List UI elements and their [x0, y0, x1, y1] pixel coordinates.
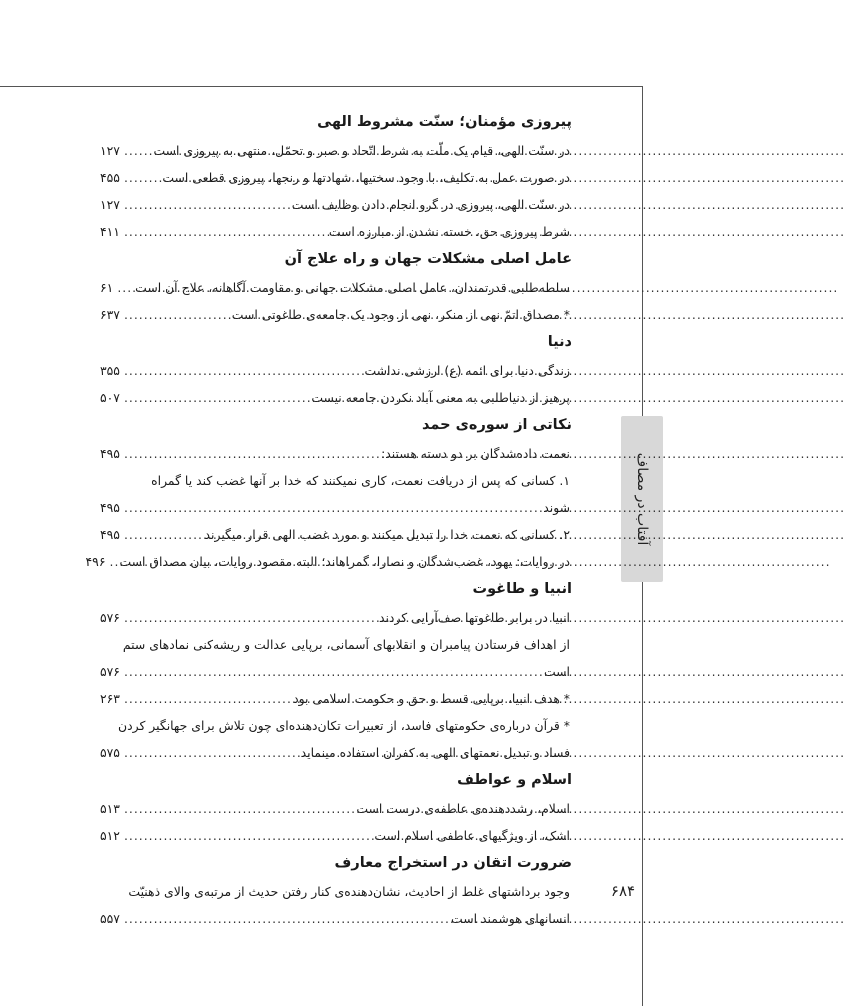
entry-text: پرهیز از دنیاطلبی به معنی آباد نکردن جامعه نیست	[311, 390, 570, 405]
index-entry	[100, 191, 570, 218]
side-tab-title: آفتاب در مصاف	[634, 452, 650, 546]
index-content	[85, 108, 572, 932]
index-entry	[100, 384, 570, 411]
entry-page: ۴۵۵	[100, 170, 120, 185]
index-entry	[100, 218, 570, 245]
index-entry	[100, 357, 570, 384]
entry-text: نعمت داده‌شدگان بر دو دسته هستند:	[381, 446, 570, 461]
index-entry	[100, 274, 570, 301]
entry-page: ۵۵۷	[100, 911, 120, 926]
page-number: ۶۸۴	[610, 882, 636, 900]
index-section	[100, 849, 570, 932]
entry-page: ۴۹۵	[100, 527, 120, 542]
index-entry	[100, 604, 570, 631]
index-entry	[100, 164, 570, 191]
index-paragraph: ۱. کسانی که پس از دریافت نعمت، کاری نمیکنند که خدا بر آنها غضب کند یا گمراه	[151, 473, 570, 488]
entry-page: ۶۱	[100, 280, 114, 295]
entry-text: سلطه‌طلبی قدرتمندان، عامل اصلی مشکلات جهانی و مقاومت آگاهانه، علاج آن است	[135, 280, 570, 295]
entry-text: در سنّت الهی، قیام یک ملّت به شرط اتّحاد و صبر و تحمّل، منتهی به پیروزی است	[153, 143, 570, 158]
dot-leader	[124, 658, 540, 685]
entry-text: شوند	[543, 500, 570, 515]
entry-page: ۵۷۶	[100, 610, 120, 625]
entry-text: در صورت عمل به تکلیف، با وجود سختیها، شهادتها و رنجها، پیروزی قطعی است	[162, 170, 570, 185]
entry-page: ۵۱۲	[100, 828, 120, 843]
section-heading: اسلام و عواطف	[457, 772, 572, 788]
index-entry	[85, 548, 570, 575]
index-entry	[100, 905, 570, 932]
dot-leader	[124, 384, 307, 411]
dot-leader	[124, 521, 201, 548]
section-heading: عامل اصلی مشکلات جهان و راه علاج آن	[284, 251, 572, 267]
index-section	[100, 766, 570, 849]
section-heading: پیروزی مؤمنان؛ سنّت مشروط الهی	[317, 114, 572, 130]
top-rule	[0, 86, 643, 87]
entry-page: ۴۹۶	[85, 554, 106, 569]
section-heading: انبیا و طاغوت	[472, 581, 572, 597]
entry-text: انبیا در برابر طاغوتها صف‌آرایی کردند	[378, 610, 570, 625]
entry-text: فساد و تبدیل نعمتهای الهی به کفران استفاده مینماید	[300, 745, 570, 760]
index-section	[100, 108, 570, 245]
dot-leader	[124, 164, 158, 191]
index-section	[100, 245, 570, 328]
entry-page: ۵۰۷	[100, 390, 120, 405]
entry-page: ۵۷۶	[100, 664, 120, 679]
entry-text: در روایات: یهود، غضب‌شدگان و نصارا، گمراهاند؛ البته مقصود روایات، بیان مصداق است	[119, 554, 570, 569]
index-section	[100, 575, 570, 766]
entry-text: است	[544, 664, 570, 679]
entry-page: ۳۵۵	[100, 363, 120, 378]
dot-leader	[124, 137, 149, 164]
section-heading: نکاتی از سوره‌ی حمد	[422, 417, 572, 433]
dot-leader	[124, 301, 228, 328]
entry-page: ۱۲۷	[100, 143, 120, 158]
entry-text: ۲. کسانی که نعمت خدا را تبدیل میکنند و مورد غضب الهی قرار میگیرند	[204, 527, 570, 542]
dot-leader	[124, 905, 447, 932]
section-heading: ضرورت اتقان در استخراج معارف	[334, 855, 572, 871]
dot-leader	[124, 822, 370, 849]
index-entry	[100, 521, 570, 548]
index-entry	[100, 685, 570, 712]
index-entry	[100, 301, 570, 328]
dot-leader	[124, 739, 297, 766]
index-entry	[100, 739, 570, 766]
entry-page: ۴۹۵	[100, 446, 120, 461]
entry-text: شرط پیروزی حق، خسته نشدن از مبارزه است	[328, 224, 570, 239]
entry-text: اسلام، رشددهنده‌ی عاطفه‌ی درست است	[356, 801, 570, 816]
entry-text: * هدف انبیا، برپایی قسط و حق و حکومت اسلامی بود	[293, 691, 570, 706]
dot-leader	[124, 604, 375, 631]
index-entry	[100, 795, 570, 822]
dot-leader	[124, 357, 361, 384]
dot-leader	[124, 191, 288, 218]
index-entry	[100, 494, 570, 521]
entry-text: انسانهای هوشمند است	[451, 911, 570, 926]
index-entry	[100, 440, 570, 467]
index-entry	[100, 137, 570, 164]
index-entry	[100, 822, 570, 849]
dot-leader	[124, 795, 352, 822]
entry-text: در سنّت الهی، پیروزی در گرو انجام دادن وظایف است	[291, 197, 570, 212]
dot-leader	[110, 548, 116, 575]
entry-page: ۶۳۷	[100, 307, 120, 322]
entry-page: ۵۷۵	[100, 745, 120, 760]
index-paragraph: وجود برداشتهای غلط از احادیث، نشان‌دهنده‌ی کنار رفتن حدیث از مرتبه‌ی والای ذهنیّت	[128, 884, 570, 899]
entry-page: ۲۶۳	[100, 691, 120, 706]
index-entry	[100, 658, 570, 685]
entry-page: ۵۱۳	[100, 801, 120, 816]
section-heading: دنیا	[547, 334, 572, 350]
index-section	[85, 411, 572, 575]
entry-text: اشک، از ویژگیهای عاطفی اسلام است	[374, 828, 570, 843]
index-paragraph: از اهداف فرستادن پیامبران و انقلابهای آسمانی، برپایی عدالت و ریشه‌کنی نمادهای ستم	[122, 637, 570, 652]
entry-text: * مصداق اتمّ نهی از منکر، نهی از وجود یک جامعه‌ی طاغوتی است	[231, 307, 570, 322]
dot-leader	[124, 218, 325, 245]
entry-page: ۱۲۷	[100, 197, 120, 212]
entry-text: زندگی دنیا برای ائمه (ع) ارزشی نداشت	[364, 363, 570, 378]
dot-leader	[124, 440, 377, 467]
index-section	[100, 328, 570, 411]
index-paragraph: * قرآن درباره‌ی حکومتهای فاسد، از تعبیرات تکان‌دهنده‌ای چون تلاش برای جهانگیر کردن	[118, 718, 570, 733]
dot-leader	[124, 685, 289, 712]
dot-leader	[117, 274, 131, 301]
dot-leader	[124, 494, 539, 521]
entry-page: ۴۹۵	[100, 500, 120, 515]
entry-page: ۴۱۱	[100, 224, 120, 239]
